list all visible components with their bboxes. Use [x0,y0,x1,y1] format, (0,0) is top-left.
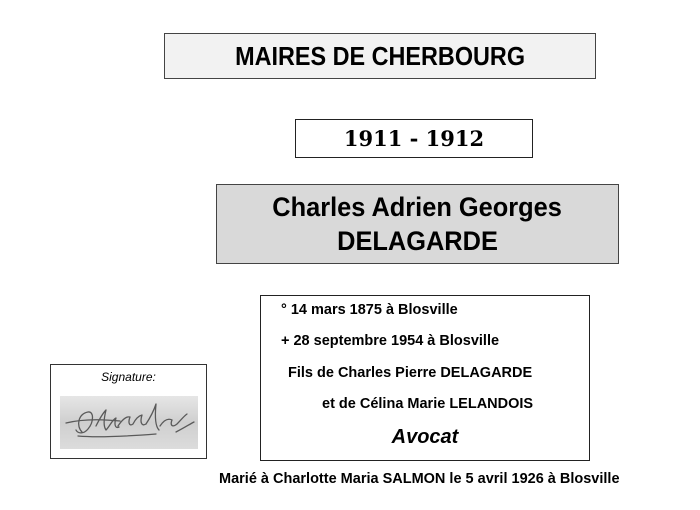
biography-box [260,295,590,461]
term-years: 1911 - 1912 [343,126,485,151]
mayor-name-box [216,184,619,264]
death-info: + 28 septembre 1954 à Blosville [281,333,500,349]
mayor-given-names: Charles Adrien Georges [272,192,563,222]
marriage-info: Marié à Charlotte Maria SALMON le 5 avril 1926 à Blosville [219,471,620,487]
signature-box [50,364,207,459]
mother-info: et de Célina Marie LELANDOIS [322,396,534,412]
father-info: Fils de Charles Pierre DELAGARDE [288,365,533,381]
handwritten-signature-icon [60,396,198,449]
mayor-surname: DELAGARDE [337,226,498,256]
signature-label: Signature: [101,370,156,384]
page-title-box [164,33,596,79]
birth-info: ° 14 mars 1875 à Blosville [281,302,458,318]
profession: Avocat [391,426,459,448]
signature-image [60,396,198,449]
term-years-box [295,119,533,158]
page-title: MAIRES DE CHERBOURG [235,40,525,71]
